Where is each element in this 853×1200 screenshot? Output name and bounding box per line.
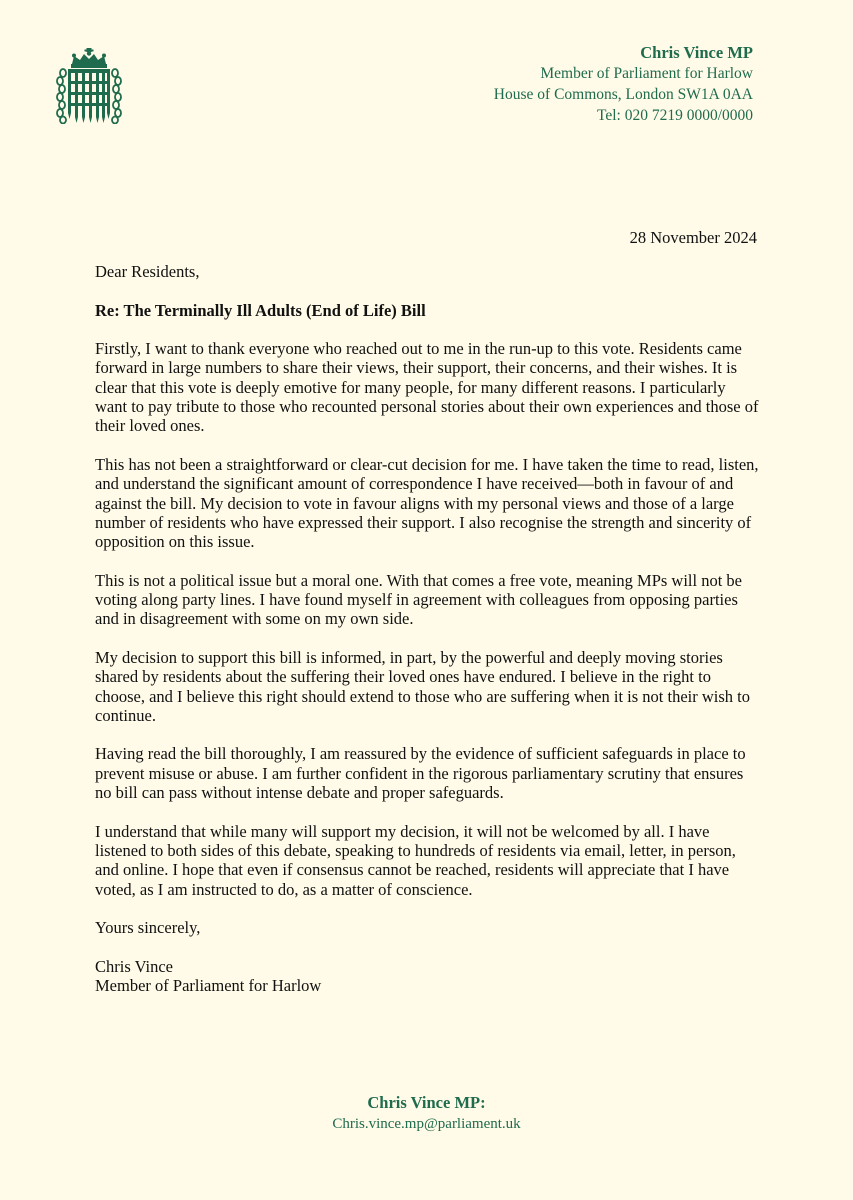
paragraph: My decision to support this bill is informed, in part, by the powerful and deeply moving stories shared by residents about the suffering their loved ones have endured. I believe in the right to choose, and I believe this right should extend to those who are suffering when it is not their wish to continue.	[95, 647, 750, 725]
portcullis-crest-icon	[54, 48, 124, 124]
footer-email: Chris.vince.mp@parliament.uk	[332, 1116, 521, 1132]
letterhead-address: House of Commons, London SW1A 0AA	[493, 86, 753, 103]
letterhead-telephone: Tel: 020 7219 0000/0000	[596, 107, 753, 124]
paragraph: Having read the bill thoroughly, I am reassured by the evidence of sufficient safeguards in place to prevent misuse or abuse. I am further confident in the rigorous parliamentary scrutiny that ensures no bill can pass without intense debate and proper safeguards.	[95, 744, 746, 803]
footer-name: Chris Vince MP:	[367, 1093, 486, 1112]
paragraph: I understand that while many will support my decision, it will not be welcomed by all. I have listened to both sides of this debate, speaking to hundreds of residents via email, letter, in person, and online. I hope that even if consensus cannot be reached, residents will appreciate that I have voted, as I am instructed to do, as a matter of conscience.	[95, 821, 736, 899]
paragraph: This is not a political issue but a moral one. With that comes a free vote, meaning MPs will not be voting along party lines. I have found myself in agreement with colleagues from opposing parties and in disagreement with some on my own side.	[95, 570, 742, 629]
salutation: Dear Residents,	[95, 262, 200, 281]
signature-title: Member of Parliament for Harlow	[95, 975, 322, 995]
paragraph: Firstly, I want to thank everyone who reached out to me in the run-up to this vote. Residents came forward in large numbers to share their views, their support, their concerns, and their wishes. It is clear that this vote is deeply emotive for many people, for many different reasons. I particularly want to pay tribute to those who recounted personal stories about their own experiences and those of their loved ones.	[95, 339, 759, 436]
letterhead-name: Chris Vince MP	[640, 43, 753, 62]
letter-date: 28 November 2024	[629, 228, 757, 247]
letterhead	[494, 42, 753, 126]
closing: Yours sincerely,	[95, 918, 201, 938]
letterhead-constituency: Member of Parliament for Harlow	[540, 65, 753, 82]
letter-body	[95, 262, 760, 995]
subject-line: Re: The Terminally Ill Adults (End of Life) Bill	[95, 300, 426, 320]
footer	[0, 1092, 853, 1134]
signature-name: Chris Vince	[95, 956, 173, 976]
paragraph: This has not been a straightforward or clear-cut decision for me. I have taken the time to read, listen, and understand the significant amount of correspondence I have received—both in favour of and against the bill. My decision to vote in favour aligns with my personal views and those of a large number of residents who have expressed their support. I also recognise the strength and sincerity of opposition on this issue.	[95, 454, 759, 552]
